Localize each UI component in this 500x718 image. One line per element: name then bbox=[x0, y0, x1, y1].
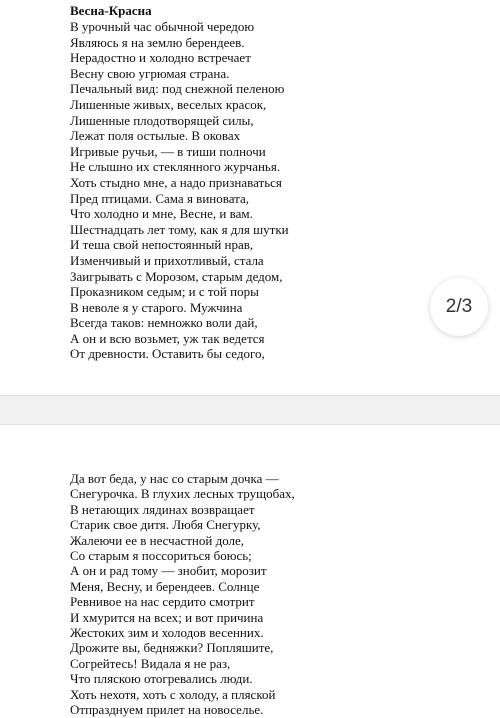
poem-line: Меня, Весну, и берендеев. Солнце bbox=[70, 578, 260, 594]
poem-line: А он и рад тому — знобит, морозит bbox=[70, 563, 267, 579]
poem-line: Старик свое дитя. Любя Снегурку, bbox=[70, 517, 261, 533]
poem-line: А он и всю возьмет, уж так ведется bbox=[70, 330, 265, 346]
poem-line: Лишенные плодотворящей силы, bbox=[70, 112, 254, 128]
poem-line: Являюсь я на землю берендеев. bbox=[70, 34, 245, 50]
poem-line: И теша свой непостоянный нрав, bbox=[70, 237, 254, 253]
poem-line: Шестнадцать лет тому, как я для шутки bbox=[70, 221, 289, 237]
poem-line: Дрожите вы, бедняжки? Попляшите, bbox=[70, 640, 274, 656]
poem-title: Весна-Красна bbox=[70, 3, 152, 18]
poem-line: Что холодно и мне, Весне, и вам. bbox=[70, 206, 253, 222]
page-separator bbox=[0, 395, 500, 425]
poem-line: Лежат поля остылые. В оковах bbox=[70, 128, 241, 144]
poem-line: В нетающих лядинах возвращает bbox=[70, 501, 255, 517]
document-page-2 bbox=[0, 425, 500, 717]
page-indicator-badge[interactable]: 2/3 bbox=[430, 278, 488, 336]
poem-line: Изменчивый и прихотливый, стала bbox=[70, 252, 264, 268]
poem-line: Проказником седым; и с той поры bbox=[70, 284, 259, 300]
poem-line: Хоть нехотя, хоть с холоду, а пляской bbox=[70, 686, 276, 702]
poem-line: От древности. Оставить бы седого, bbox=[70, 346, 265, 362]
poem-lines-page-2 bbox=[70, 471, 295, 718]
poem-line: Что пляскою отогревались люди. bbox=[70, 671, 253, 687]
poem-line: Со старым я поссориться боюсь; bbox=[70, 548, 252, 564]
poem-line: Лишенные живых, веселых красок, bbox=[70, 96, 267, 112]
poem-line: Всегда таков: немножко воли дай, bbox=[70, 315, 258, 331]
poem-line: Игривые ручьи, — в тиши полночи bbox=[70, 143, 266, 159]
poem-line: Жалеючи ее в несчастной доле, bbox=[70, 532, 245, 548]
poem-lines-page-1 bbox=[70, 19, 289, 362]
poem-line: Да вот беда, у нас со старым дочка — bbox=[70, 471, 279, 486]
poem-line: Хоть стыдно мне, а надо признаваться bbox=[70, 174, 282, 190]
poem-line: Нерадостно и холодно встречает bbox=[70, 50, 251, 66]
poem-line: Снегурочка. В глухих лесных трущобах, bbox=[70, 486, 295, 502]
poem-line: Отпразднуем прилет на новоселье. bbox=[70, 702, 264, 718]
poem-line: Весну свою угрюмая страна. bbox=[70, 65, 230, 81]
poem-line: В урочный час обычной чередою bbox=[70, 19, 255, 34]
poem-line: В неволе я у старого. Мужчина bbox=[70, 299, 243, 315]
poem-line: Ревнивое на нас сердито смотрит bbox=[70, 594, 255, 610]
poem-line: Жестоких зим и холодов весенних. bbox=[70, 625, 264, 641]
poem-line: И хмурится на всех; и вот причина bbox=[70, 609, 264, 625]
poem-line: Печальный вид: под снежной пеленою bbox=[70, 81, 285, 97]
poem-line: Не слышно их стеклянного журчанья. bbox=[70, 159, 281, 175]
poem-line: Заигрывать с Морозом, старым дедом, bbox=[70, 268, 283, 284]
poem-line: Пред птицами. Сама я виновата, bbox=[70, 190, 249, 206]
poem-line: Согрейтесь! Видала я не раз, bbox=[70, 655, 231, 671]
